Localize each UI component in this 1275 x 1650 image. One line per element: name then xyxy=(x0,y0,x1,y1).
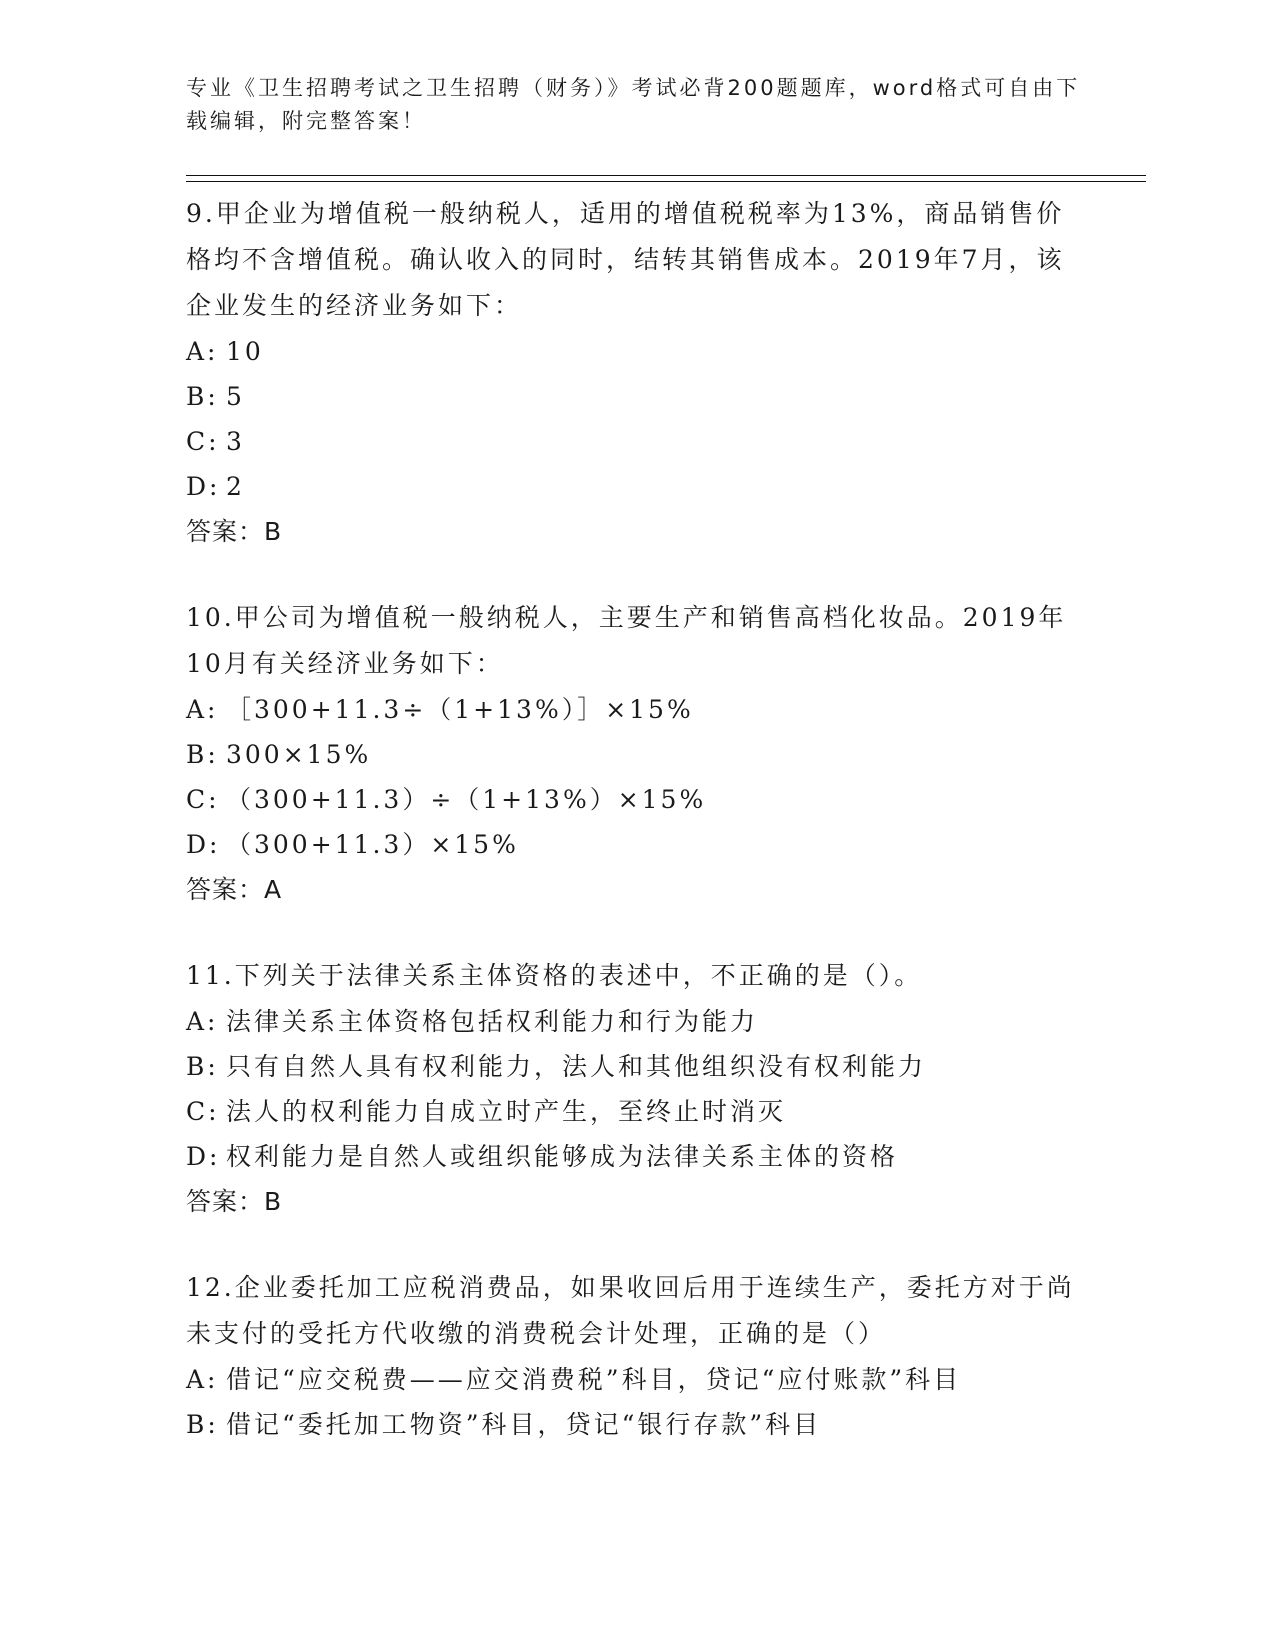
option-letter: B: xyxy=(186,382,219,411)
option-text: 2 xyxy=(226,472,245,501)
document-title: 专业《卫生招聘考试之卫生招聘（财务）》考试必背200题题库，word格式可自由下载编辑，附完整答案！ xyxy=(186,76,1081,133)
option-text: （300+11.3）÷（1+13%）×15% xyxy=(226,785,707,814)
question-stem: 9.甲企业为增值税一般纳税人，适用的增值税税率为13%，商品销售价格均不含增值税。确认收入的同时，结转其销售成本。2019年7月，该企业发生的经济业务如下： xyxy=(186,199,1065,320)
option-a xyxy=(186,1357,1086,1402)
option-letter: D: xyxy=(186,1142,221,1171)
option-letter: A: xyxy=(186,1365,219,1394)
answer-key: 答案：A xyxy=(186,875,283,904)
option-text: 5 xyxy=(226,382,245,411)
option-b xyxy=(186,1044,1086,1089)
option-b xyxy=(186,374,1086,419)
option-letter: B: xyxy=(186,1410,219,1439)
option-d xyxy=(186,822,1086,867)
header-divider-bottom xyxy=(186,181,1146,182)
option-letter: A: xyxy=(186,695,219,724)
option-text: 法人的权利能力自成立时产生，至终止时消灭 xyxy=(226,1097,787,1126)
header-divider-top xyxy=(186,175,1146,176)
option-letter: B: xyxy=(186,740,219,769)
option-c xyxy=(186,777,1086,822)
option-text: ［300+11.3÷（1+13%）］×15% xyxy=(226,695,694,724)
option-letter: D: xyxy=(186,830,221,859)
option-text: （300+11.3）×15% xyxy=(226,830,519,859)
question-stem: 11.下列关于法律关系主体资格的表述中，不正确的是（）。 xyxy=(186,961,923,990)
option-a xyxy=(186,999,1086,1044)
question-stem: 12.企业委托加工应税消费品，如果收回后用于连续生产，委托方对于尚未支付的受托方代收缴的消费税会计处理，正确的是（） xyxy=(186,1273,1075,1348)
option-text: 10 xyxy=(226,337,264,366)
option-text: 只有自然人具有权利能力，法人和其他组织没有权利能力 xyxy=(226,1052,927,1081)
option-letter: C: xyxy=(186,1097,220,1126)
document-header xyxy=(186,72,1086,138)
option-text: 3 xyxy=(226,427,245,456)
question-10 xyxy=(186,595,1086,912)
option-letter: A: xyxy=(186,337,219,366)
question-stem: 10.甲公司为增值税一般纳税人，主要生产和销售高档化妆品。2019年10月有关经济业务如下： xyxy=(186,603,1067,678)
question-12 xyxy=(186,1265,1086,1447)
option-letter: B: xyxy=(186,1052,219,1081)
option-a xyxy=(186,329,1086,374)
option-letter: C: xyxy=(186,785,220,814)
option-d xyxy=(186,1134,1086,1179)
option-letter: A: xyxy=(186,1007,219,1036)
question-11 xyxy=(186,953,1086,1224)
answer-key: 答案：B xyxy=(186,1187,283,1216)
option-a xyxy=(186,687,1086,732)
option-text: 权利能力是自然人或组织能够成为法律关系主体的资格 xyxy=(226,1142,899,1171)
option-text: 法律关系主体资格包括权利能力和行为能力 xyxy=(226,1007,759,1036)
option-letter: C: xyxy=(186,427,220,456)
option-b xyxy=(186,1402,1086,1447)
option-c xyxy=(186,1089,1086,1134)
option-letter: D: xyxy=(186,472,221,501)
option-d xyxy=(186,464,1086,509)
answer-key: 答案：B xyxy=(186,517,283,546)
question-9 xyxy=(186,191,1086,554)
option-b xyxy=(186,732,1086,777)
option-text: 借记“应交税费——应交消费税”科目，贷记“应付账款”科目 xyxy=(226,1365,962,1394)
option-text: 借记“委托加工物资”科目，贷记“银行存款”科目 xyxy=(226,1410,822,1439)
question-list xyxy=(186,191,1086,1488)
option-c xyxy=(186,419,1086,464)
option-text: 300×15% xyxy=(226,740,372,769)
